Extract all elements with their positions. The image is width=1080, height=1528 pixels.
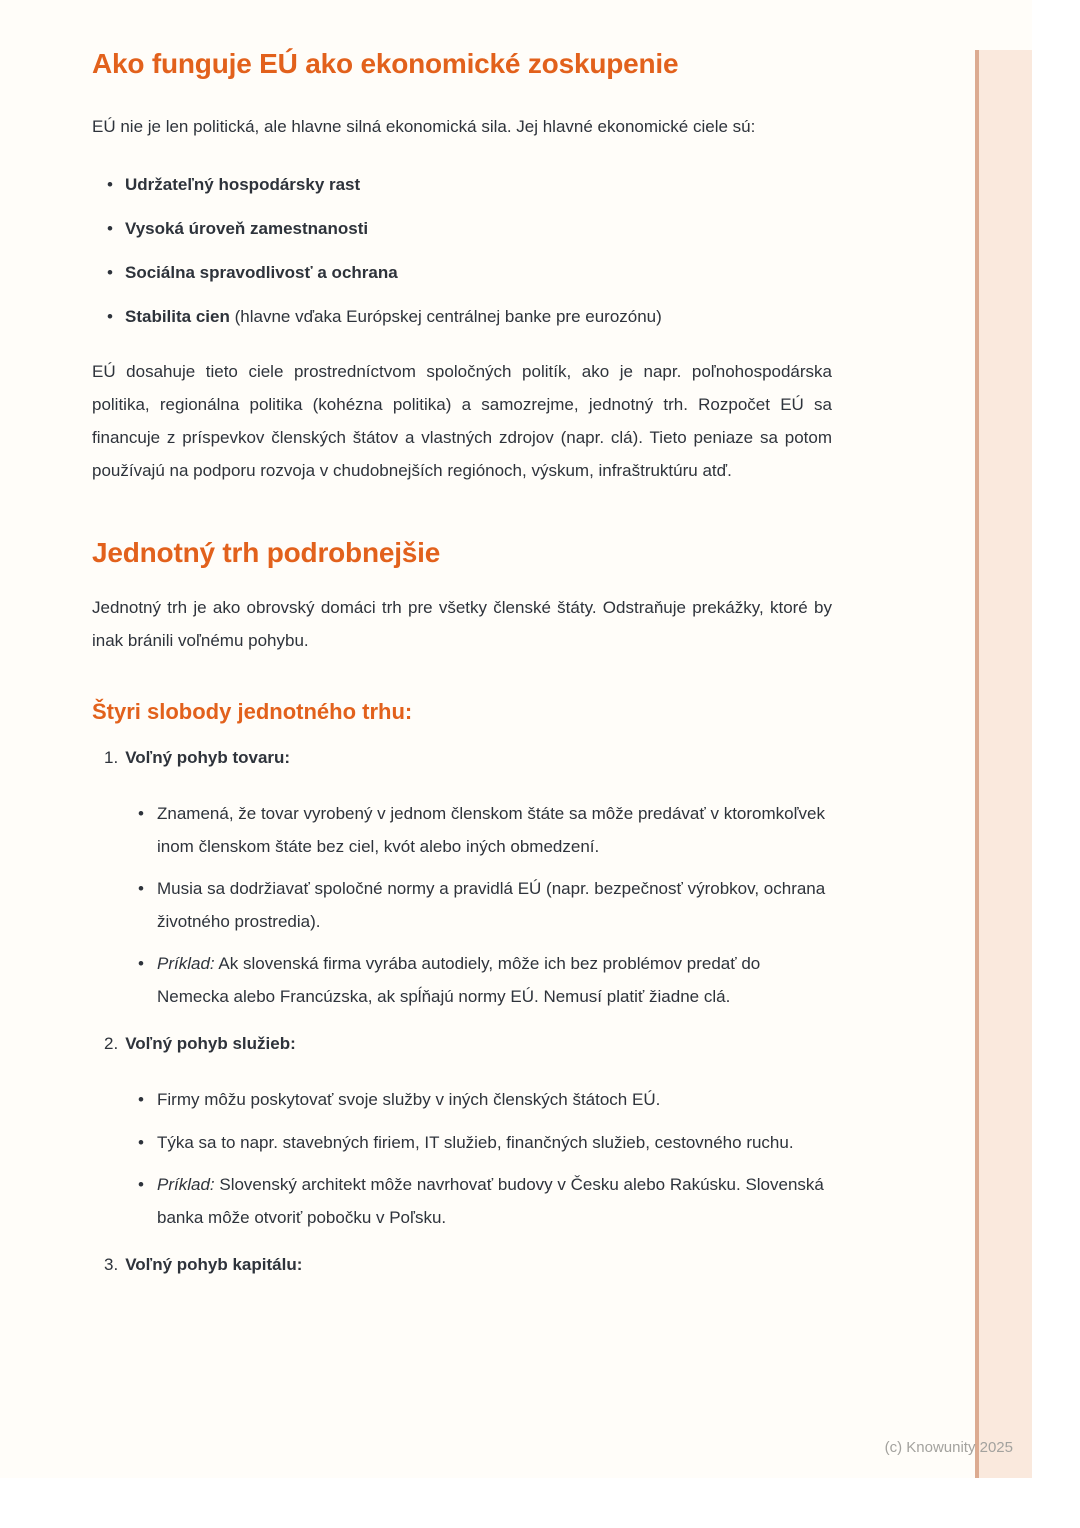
list-item: • Znamená, že tovar vyrobený v jednom členskom štáte sa môže predávať v ktoromkoľvek inom členskom štáte bez ciel, kvót alebo iných obmedzení. (138, 798, 832, 863)
list-item: • Firmy môžu poskytovať svoje služby v iných členských štátoch EÚ. (138, 1084, 832, 1117)
numbered-item-capital: 3. Voľný pohyb kapitálu: (104, 1255, 303, 1274)
list-item: • Príklad: Slovenský architekt môže navrhovať budovy v Česku alebo Rakúsku. Slovenská banka môže otvoriť pobočku v Poľsku. (138, 1169, 832, 1234)
economic-goals-list (92, 169, 832, 333)
body-paragraph: EÚ dosahuje tieto ciele prostredníctvom spoločných politík, ako je napr. poľnohospodárska politika, regionálna politika (kohézna politika) a samozrejme, jednotný trh. Rozpočet EÚ sa financuje z príspevkov členských štátov a vlastných zdrojov (napr. clá). Tieto peniaze sa potom používajú na podporu rozvoja v chudobnejších regiónoch, výskum, infraštruktúru atď. (92, 362, 832, 480)
numbered-item-goods: 1. Voľný pohyb tovaru: (104, 748, 291, 767)
page-title: Ako funguje EÚ ako ekonomické zoskupenie (92, 48, 679, 79)
services-points-list (92, 1084, 832, 1234)
list-item: • Vysoká úroveň zamestnanosti (92, 213, 832, 245)
list-item: • Týka sa to napr. stavebných firiem, IT služieb, finančných služieb, cestovného ruchu. (138, 1127, 832, 1160)
section-heading-single-market: Jednotný trh podrobnejšie (92, 537, 441, 568)
list-item: • Príklad: Ak slovenská firma vyrába autodiely, môže ich bez problémov predať do Nemecka alebo Francúzska, ak spĺňajú normy EÚ. Nemusí platiť žiadne clá. (138, 948, 832, 1013)
goods-points-list (92, 798, 832, 1013)
list-item: • Stabilita cien (hlavne vďaka Európskej centrálnej banke pre eurozónu) (92, 301, 832, 333)
document-page (92, 0, 832, 1281)
watermark: (c) Knowunity 2025 (884, 1439, 1013, 1456)
subsection-heading-four-freedoms: Štyri slobody jednotného trhu: (92, 699, 413, 724)
right-margin-band (1032, 0, 1080, 1528)
bottom-margin-band (0, 1478, 1080, 1528)
list-item: • Musia sa dodržiavať spoločné normy a pravidlá EÚ (napr. bezpečnosť výrobkov, ochrana životného prostredia). (138, 873, 832, 938)
list-item: • Udržateľný hospodársky rast (92, 169, 832, 201)
intro-paragraph: EÚ nie je len politická, ale hlavne silná ekonomická sila. Jej hlavné ekonomické ciele sú: (92, 117, 756, 136)
body-paragraph: Jednotný trh je ako obrovský domáci trh pre všetky členské štáty. Odstraňuje prekážky, ktoré by inak bránili voľnému pohybu. (92, 598, 832, 650)
page-edge-stripe (975, 50, 1032, 1478)
numbered-item-services: 2. Voľný pohyb služieb: (104, 1034, 296, 1053)
list-item: • Sociálna spravodlivosť a ochrana (92, 257, 832, 289)
